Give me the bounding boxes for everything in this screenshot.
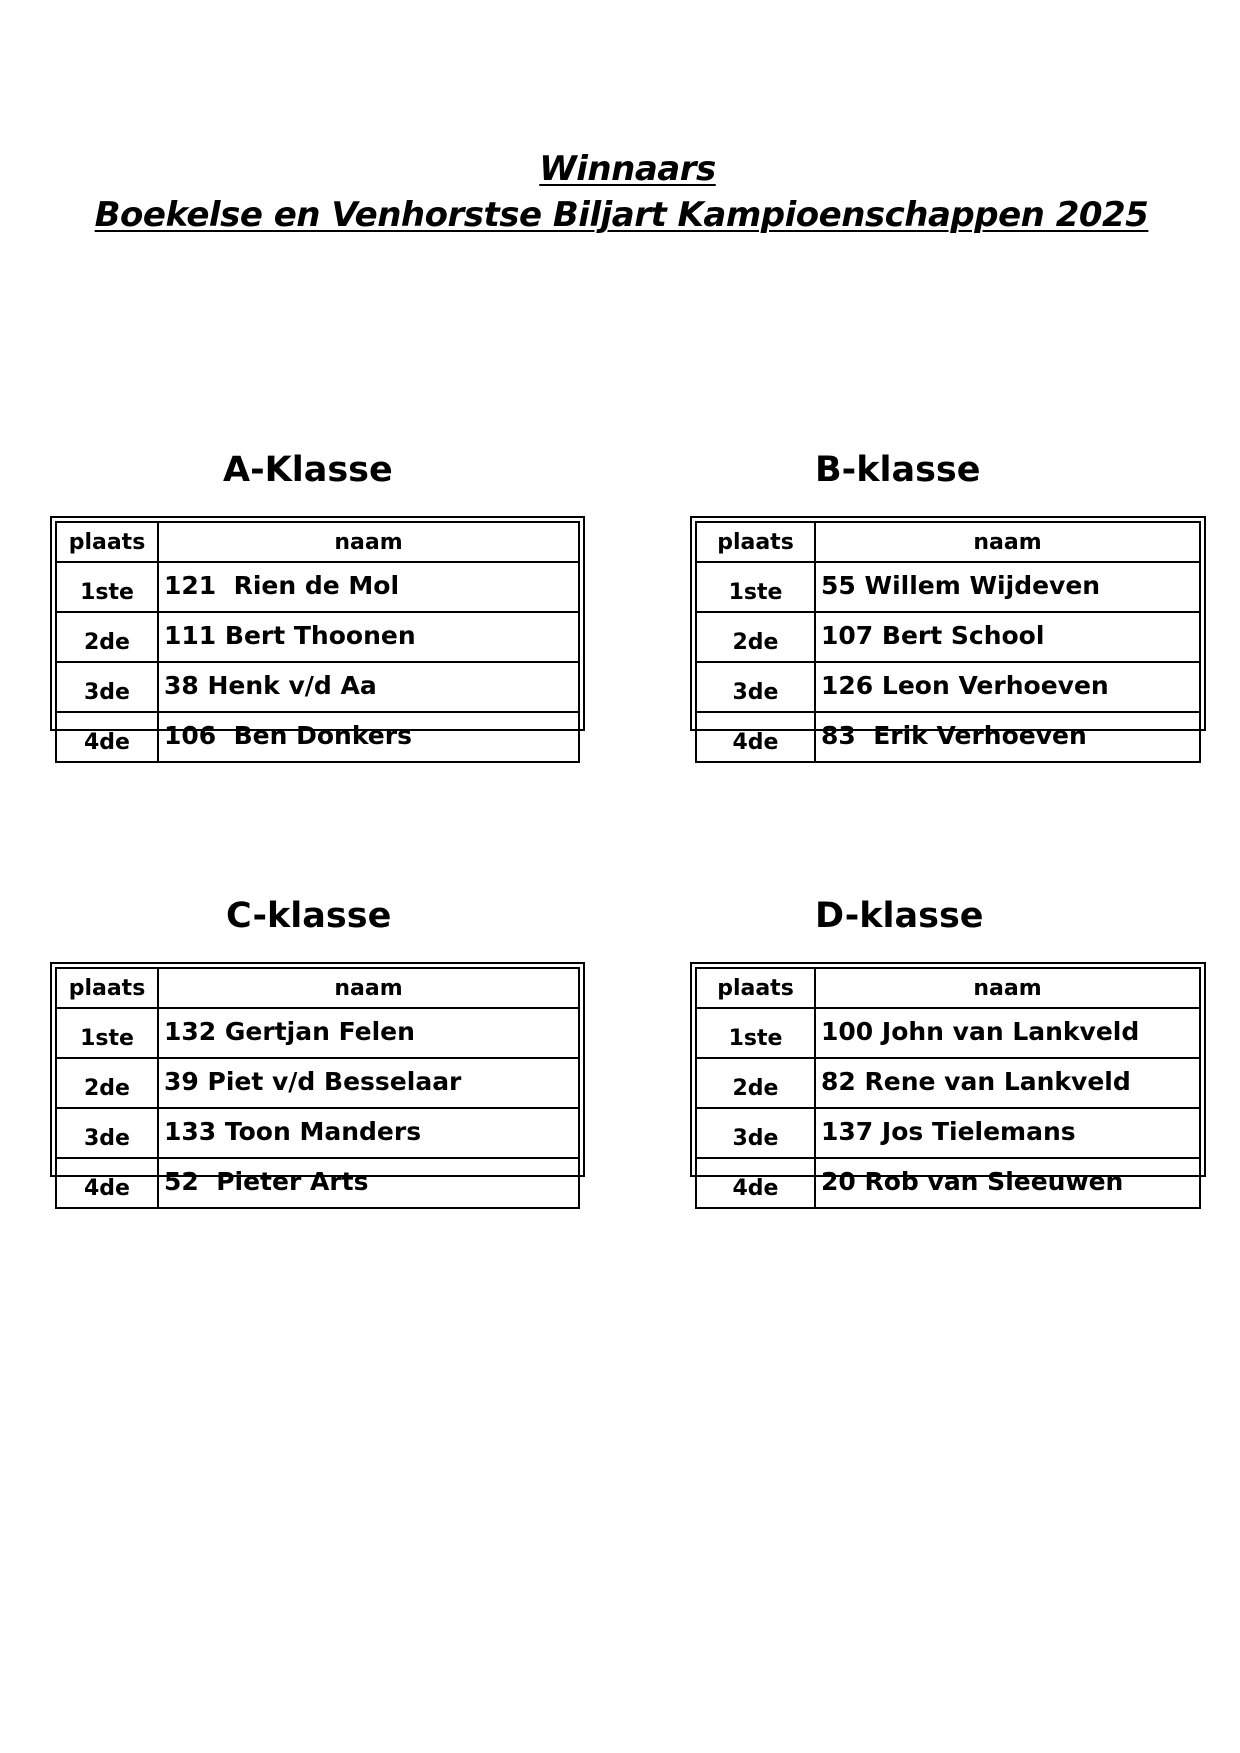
name-cell: 100 John van Lankveld (815, 1008, 1200, 1058)
place-cell: 2de (56, 1058, 158, 1108)
name-cell: 82 Rene van Lankveld (815, 1058, 1200, 1108)
name-cell: 55 Willem Wijdeven (815, 562, 1200, 612)
column-header-place: plaats (56, 968, 158, 1008)
table-row (56, 712, 579, 762)
results-table-a (50, 516, 585, 755)
name-cell: 52 Pieter Arts (158, 1158, 579, 1208)
name-cell: 83 Erik Verhoeven (815, 712, 1200, 762)
place-cell: 1ste (56, 562, 158, 612)
name-cell: 132 Gertjan Felen (158, 1008, 579, 1058)
table-row (56, 1158, 579, 1208)
results-table-c (50, 962, 585, 1201)
table-row (696, 1158, 1200, 1208)
name-cell: 106 Ben Donkers (158, 712, 579, 762)
name-cell: 137 Jos Tielemans (815, 1108, 1200, 1158)
place-cell: 1ste (56, 1008, 158, 1058)
name-cell: 111 Bert Thoonen (158, 612, 579, 662)
place-cell: 4de (56, 1158, 158, 1208)
name-cell: 20 Rob van Sleeuwen (815, 1158, 1200, 1208)
table-row (696, 1108, 1200, 1158)
column-header-name: naam (158, 522, 579, 562)
place-cell: 2de (696, 1058, 815, 1108)
table-row (696, 712, 1200, 762)
name-cell: 39 Piet v/d Besselaar (158, 1058, 579, 1108)
class-heading-b: B-klasse (815, 450, 981, 490)
column-header-name: naam (815, 968, 1200, 1008)
name-cell: 121 Rien de Mol (158, 562, 579, 612)
table-row (56, 562, 579, 612)
place-cell: 4de (56, 712, 158, 762)
column-header-place: plaats (696, 968, 815, 1008)
table-row (56, 1008, 579, 1058)
table-row (56, 662, 579, 712)
page-subtitle: Boekelse en Venhorstse Biljart Kampioenschappen 2025 (94, 195, 1149, 235)
class-heading-c: C-klasse (226, 896, 392, 936)
table-row (696, 612, 1200, 662)
name-cell: 133 Toon Manders (158, 1108, 579, 1158)
place-cell: 3de (696, 662, 815, 712)
table-row (696, 1008, 1200, 1058)
title-block (0, 146, 1240, 238)
name-cell: 107 Bert School (815, 612, 1200, 662)
results-table-d (690, 962, 1206, 1201)
table-header-row (696, 968, 1200, 1008)
place-cell: 1ste (696, 562, 815, 612)
column-header-place: plaats (696, 522, 815, 562)
class-heading-d: D-klasse (815, 896, 984, 936)
table-row (696, 1058, 1200, 1108)
table-row (56, 1108, 579, 1158)
place-cell: 4de (696, 712, 815, 762)
table-row (56, 612, 579, 662)
column-header-name: naam (815, 522, 1200, 562)
table-row (696, 662, 1200, 712)
name-cell: 126 Leon Verhoeven (815, 662, 1200, 712)
results-table-b (690, 516, 1206, 755)
place-cell: 1ste (696, 1008, 815, 1058)
place-cell: 3de (696, 1108, 815, 1158)
place-cell: 2de (696, 612, 815, 662)
class-heading-a: A-Klasse (223, 450, 393, 490)
table-row (56, 1058, 579, 1108)
page-title: Winnaars (539, 149, 716, 189)
table-header-row (696, 522, 1200, 562)
place-cell: 3de (56, 1108, 158, 1158)
column-header-name: naam (158, 968, 579, 1008)
column-header-place: plaats (56, 522, 158, 562)
place-cell: 3de (56, 662, 158, 712)
table-header-row (56, 522, 579, 562)
table-row (696, 562, 1200, 612)
table-header-row (56, 968, 579, 1008)
place-cell: 2de (56, 612, 158, 662)
name-cell: 38 Henk v/d Aa (158, 662, 579, 712)
place-cell: 4de (696, 1158, 815, 1208)
